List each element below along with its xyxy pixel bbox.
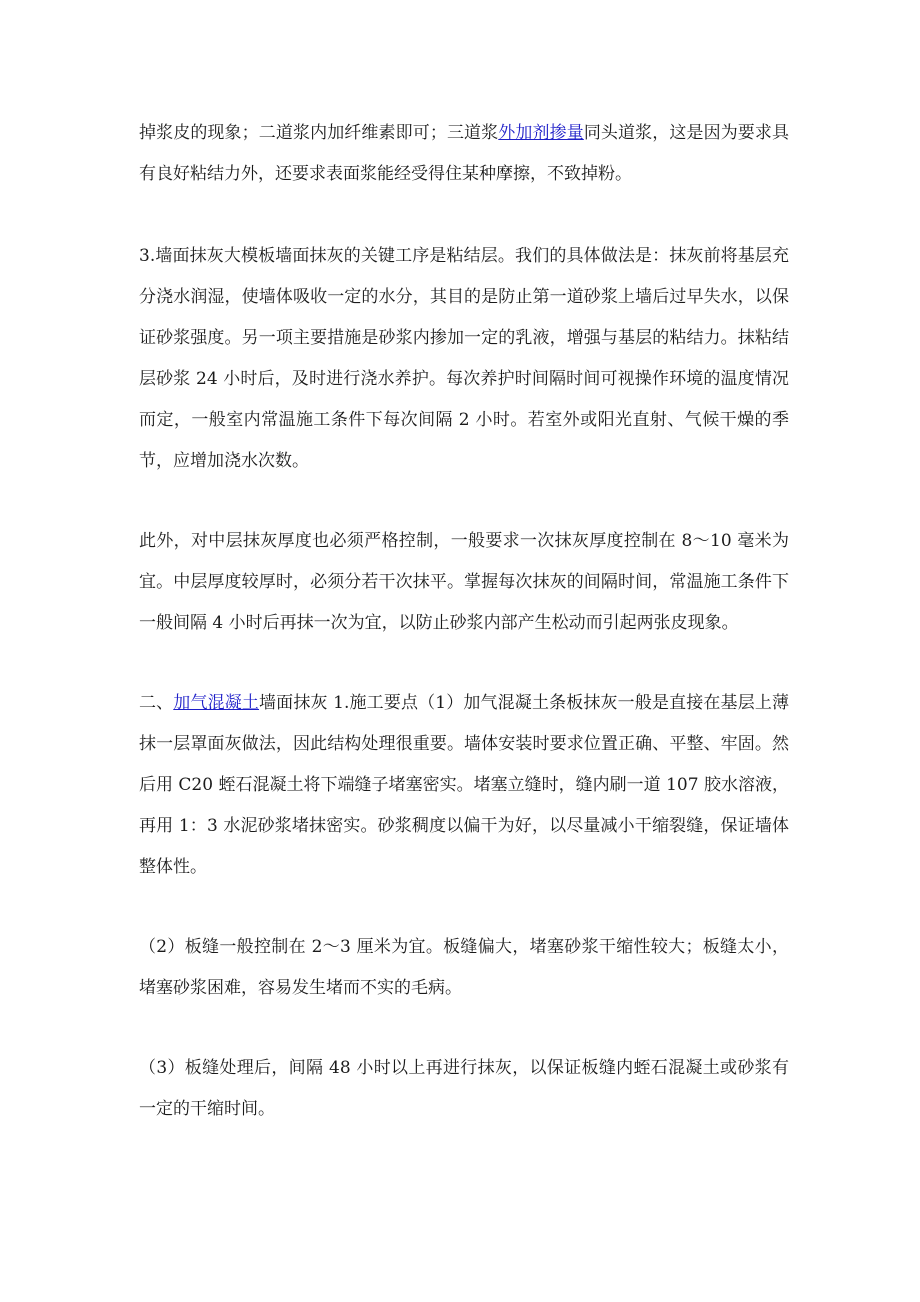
- paragraph-4: [139, 683, 789, 888]
- paragraph-2: 3.墙面抹灰大模板墙面抹灰的关键工序是粘结层。我们的具体做法是：抹灰前将基层充分浇水润湿，使墙体吸收一定的水分，其目的是防止第一道砂浆上墙后过早失水，以保证砂浆强度。另一项主要措施是砂浆内掺加一定的乳液，增强与基层的粘结力。抹粘结层砂浆 24 小时后，及时进行浇水养护。每次养护时间隔时间可视操作环境的温度情况而定，一般室内常温施工条件下每次间隔 2 小时。若室外或阳光直射、气候干燥的季节，应增加浇水次数。: [139, 246, 789, 471]
- paragraph-1-text-b: 同头道浆，这是因为要求具有良好粘结力外，还要求表面浆能经受得住某种摩擦，不致掉粉。: [139, 123, 790, 184]
- paragraph-4-text-b: 墙面抹灰 1.施工要点（1）加气混凝土条板抹灰一般是直接在基层上薄抹一层罩面灰做法，因此结构处理很重要。墙体安装时要求位置正确、平整、牢固。然后用 C20 蛭石混凝土将下端缝子堵塞密实。堵塞立缝时，缝内刷一道 107 胶水溶液，再用 1：3 水泥砂浆堵抹密实。砂浆稠度以偏干为好，以尽量减小干缩裂缝，保证墙体整体性。: [139, 693, 789, 877]
- paragraph-6: （3）板缝处理后，间隔 48 小时以上再进行抹灰，以保证板缝内蛭石混凝土或砂浆有一定的干缩时间。: [139, 1058, 789, 1119]
- document-body: [139, 113, 789, 1169]
- link-aerated-concrete[interactable]: 加气混凝土: [173, 693, 260, 713]
- paragraph-1-text-a: 掉浆皮的现象；二道浆内加纤维素即可；三道浆: [139, 123, 499, 143]
- paragraph-4-text-a: 二、: [139, 693, 174, 713]
- paragraph-3: 此外，对中层抹灰厚度也必须严格控制，一般要求一次抹灰厚度控制在 8～10 毫米为宜。中层厚度较厚时，必须分若干次抹平。掌握每次抹灰的间隔时间，常温施工条件下一般间隔 4 小时后再抹一次为宜，以防止砂浆内部产生松动而引起两张皮现象。: [139, 531, 789, 633]
- paragraph-5: （2）板缝一般控制在 2～3 厘米为宜。板缝偏大，堵塞砂浆干缩性较大；板缝太小，堵塞砂浆困难，容易发生堵而不实的毛病。: [139, 937, 789, 998]
- paragraph-1: [139, 113, 789, 195]
- link-additive-dosage[interactable]: 外加剂掺量: [498, 123, 584, 143]
